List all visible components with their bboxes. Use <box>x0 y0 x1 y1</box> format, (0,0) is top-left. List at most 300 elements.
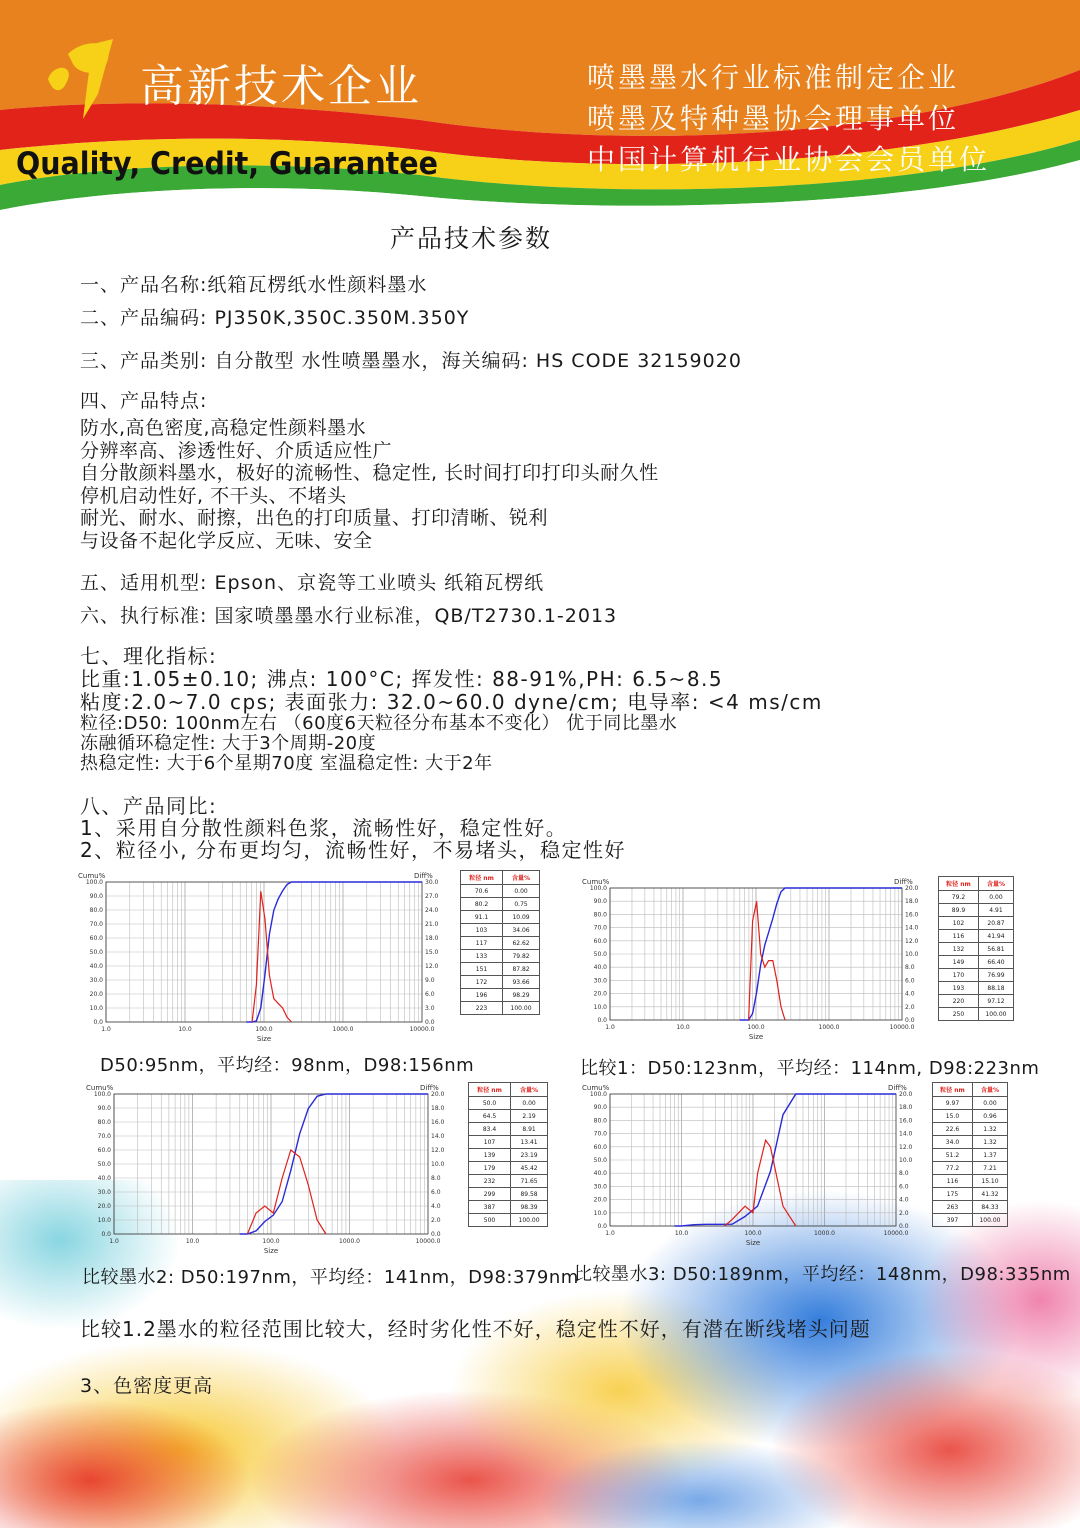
table-row <box>461 976 540 989</box>
table-cell: 1.37 <box>972 1149 1007 1162</box>
table-row <box>939 1008 1014 1021</box>
y-tick-label: 30.0 <box>97 1189 111 1196</box>
table-header-row <box>939 877 1014 891</box>
table-cell: 220 <box>939 995 979 1008</box>
table-cell: 102 <box>939 917 979 930</box>
y-tick-label: 50.0 <box>593 951 607 958</box>
table-row <box>469 1136 548 1149</box>
compare-line: 2、粒径小, 分布更均匀，流畅性好，不易堵头，稳定性好 <box>80 838 626 862</box>
y2-axis-label: Diff% <box>894 878 913 886</box>
particle-size-chart-2 <box>578 874 934 1046</box>
table-cell: 70.6 <box>461 885 503 898</box>
y2-tick-label: 12.0 <box>431 1147 445 1154</box>
physchem-line: 比重:1.05±0.10; 沸点: 100°C; 挥发性: 88-91%,PH: 6.5~8.5 <box>80 667 724 691</box>
y-tick-label: 80.0 <box>593 1117 607 1125</box>
physchem-title: 七、理化指标: <box>80 644 218 668</box>
y-axis-label: Cumu% <box>86 1084 114 1092</box>
y2-tick-label: 24.0 <box>425 907 439 914</box>
y2-tick-label: 27.0 <box>425 893 439 900</box>
particle-size-chart-1 <box>74 868 454 1048</box>
x-tick-label: 1.0 <box>605 1024 615 1031</box>
table-cell: 193 <box>939 982 979 995</box>
x-tick-label: 100.0 <box>255 1026 273 1033</box>
table-cell: 4.91 <box>978 904 1013 917</box>
table-cell: 87.82 <box>503 963 540 976</box>
feature-line: 与设备不起化学反应、无味、安全 <box>80 529 373 552</box>
chart-svg <box>74 868 454 1048</box>
y2-axis-label: Diff% <box>420 1084 439 1092</box>
table-cell: 83.4 <box>469 1123 511 1136</box>
table-cell: 0.00 <box>972 1097 1007 1110</box>
table-header-cell: 粒径 nm <box>469 1083 511 1097</box>
physchem-line: 粘度:2.0~7.0 cps; 表面张力: 32.0~60.0 dyne/cm; 电导率: <4 ms/cm <box>80 690 823 714</box>
table-row <box>461 950 540 963</box>
table-row <box>461 989 540 1002</box>
y2-axis-label: Diff% <box>888 1084 907 1092</box>
header-right-line-1: 喷墨墨水行业标准制定企业 <box>587 61 960 94</box>
table-row <box>933 1201 1008 1214</box>
header-right-line-2: 喷墨及特种墨协会理事单位 <box>587 102 960 135</box>
company-type: 高新技术企业 <box>140 61 422 112</box>
table-cell: 232 <box>469 1175 511 1188</box>
x-tick-label: 1000.0 <box>332 1026 354 1033</box>
feature-line: 分辨率高、渗透性好、介质适应性广 <box>80 439 393 462</box>
y-tick-label: 60.0 <box>593 937 607 945</box>
size-table <box>932 1082 1008 1227</box>
y-tick-label: 40.0 <box>593 1170 607 1178</box>
table-row <box>933 1097 1008 1110</box>
conclusion: 比较1.2墨水的粒径范围比较大，经时劣化性不好，稳定性不好，有潜在断线堵头问题 <box>80 1317 871 1341</box>
y2-tick-label: 0.0 <box>431 1231 441 1238</box>
size-table <box>938 876 1014 1021</box>
table-row <box>933 1110 1008 1123</box>
table-cell: 132 <box>939 943 979 956</box>
chart-caption-2: 比较1：D50:123nm，平均经：114nm, D98:223nm <box>580 1058 1040 1079</box>
chart-caption-3: 比较墨水2: D50:197nm，平均经：141nm，D98:379nm <box>82 1267 579 1288</box>
table-header-cell: 含量% <box>503 871 540 885</box>
y-tick-label: 20.0 <box>89 991 103 998</box>
physchem-line: 冻融循环稳定性: 大于3个周期-20度 <box>80 733 377 754</box>
table-cell: 89.9 <box>939 904 979 917</box>
table-cell: 79.82 <box>503 950 540 963</box>
y2-tick-label: 6.0 <box>425 991 435 998</box>
y-tick-label: 90.0 <box>593 1104 607 1112</box>
table-cell: 22.6 <box>933 1123 973 1136</box>
table-cell: 45.42 <box>511 1162 548 1175</box>
table-cell: 172 <box>461 976 503 989</box>
x-tick-label: 100.0 <box>747 1024 765 1031</box>
y2-tick-label: 16.0 <box>905 911 919 919</box>
table-cell: 34.06 <box>503 924 540 937</box>
y2-tick-label: 18.0 <box>905 898 919 906</box>
table-cell: 387 <box>469 1201 511 1214</box>
y2-tick-label: 20.0 <box>431 1091 445 1098</box>
compare-title: 八、产品同比: <box>80 794 218 818</box>
y2-tick-label: 8.0 <box>905 964 915 972</box>
table-row <box>461 963 540 976</box>
x-tick-label: 10000.0 <box>415 1238 441 1245</box>
y-tick-label: 60.0 <box>89 935 103 942</box>
feature-line: 防水,高色密度,高稳定性颜料墨水 <box>80 417 367 439</box>
table-cell: 56.81 <box>978 943 1013 956</box>
feature-line: 耐光、耐水、耐擦，出色的打印质量、打印清晰、锐利 <box>80 507 549 529</box>
table-cell: 34.0 <box>933 1136 973 1149</box>
y2-tick-label: 14.0 <box>899 1130 913 1138</box>
table-cell: 107 <box>469 1136 511 1149</box>
y2-tick-label: 9.0 <box>425 977 435 984</box>
table-cell: 100.00 <box>972 1214 1007 1227</box>
y-tick-label: 70.0 <box>97 1133 111 1140</box>
y2-tick-label: 18.0 <box>899 1104 913 1112</box>
y2-tick-label: 4.0 <box>431 1203 441 1210</box>
table-row <box>939 904 1014 917</box>
y-tick-label: 30.0 <box>89 977 103 984</box>
y2-tick-label: 2.0 <box>905 1003 915 1011</box>
y-tick-label: 100.0 <box>589 1091 607 1098</box>
x-tick-label: 1.0 <box>101 1026 111 1033</box>
table-row <box>933 1136 1008 1149</box>
x-tick-label: 10.0 <box>178 1026 192 1033</box>
y2-tick-label: 21.0 <box>425 921 439 928</box>
y-tick-label: 0.0 <box>597 1223 607 1230</box>
y2-tick-label: 16.0 <box>899 1117 913 1125</box>
table-cell: 9.97 <box>933 1097 973 1110</box>
y-tick-label: 90.0 <box>89 893 103 900</box>
y2-tick-label: 14.0 <box>905 924 919 932</box>
table-cell: 223 <box>461 1002 503 1015</box>
slogan: Quality, Credit, Guarantee <box>16 146 438 182</box>
table-header-row <box>469 1083 548 1097</box>
table-cell: 299 <box>469 1188 511 1201</box>
table-row <box>939 943 1014 956</box>
table-header-cell: 含量% <box>978 877 1013 891</box>
table-cell: 116 <box>933 1175 973 1188</box>
table-cell: 89.58 <box>511 1188 548 1201</box>
y-tick-label: 10.0 <box>593 1209 607 1217</box>
y2-tick-label: 10.0 <box>905 951 919 958</box>
table-row <box>461 937 540 950</box>
y2-tick-label: 3.0 <box>425 1005 435 1012</box>
product-category: 三、产品类别: 自分散型 水性喷墨墨水，海关编码: HS CODE 32159020 <box>80 350 742 372</box>
y-tick-label: 100.0 <box>85 879 103 886</box>
y-tick-label: 80.0 <box>97 1119 111 1126</box>
particle-size-chart-3 <box>82 1080 460 1260</box>
y-tick-label: 30.0 <box>593 977 607 985</box>
physchem-line: 粒径:D50: 100nm左右 （60度6天粒径分布基本不变化） 优于同比墨水 <box>80 713 678 734</box>
table-row <box>469 1123 548 1136</box>
table-cell: 88.18 <box>978 982 1013 995</box>
y-tick-label: 60.0 <box>97 1147 111 1154</box>
table-row <box>939 995 1014 1008</box>
table-row <box>939 930 1014 943</box>
table-cell: 0.00 <box>978 891 1013 904</box>
x-tick-label: 10.0 <box>185 1238 200 1245</box>
y-tick-label: 80.0 <box>89 907 103 914</box>
table-cell: 97.12 <box>978 995 1013 1008</box>
x-axis-label: Size <box>263 1247 279 1255</box>
table-cell: 117 <box>461 937 503 950</box>
chart-svg <box>578 874 934 1046</box>
y2-tick-label: 20.0 <box>905 885 919 892</box>
x-tick-label: 10000.0 <box>409 1026 435 1033</box>
table-cell: 91.1 <box>461 911 503 924</box>
x-tick-label: 10.0 <box>676 1024 690 1031</box>
size-table-1 <box>460 870 540 1015</box>
y2-tick-label: 4.0 <box>905 990 915 998</box>
table-row <box>933 1214 1008 1227</box>
chart-svg <box>82 1080 460 1260</box>
table-row <box>461 885 540 898</box>
table-cell: 93.66 <box>503 976 540 989</box>
table-row <box>461 911 540 924</box>
size-table-4 <box>932 1082 1008 1227</box>
y-tick-label: 30.0 <box>593 1183 607 1191</box>
y-tick-label: 10.0 <box>89 1005 103 1012</box>
table-cell: 2.19 <box>511 1110 548 1123</box>
y-tick-label: 20.0 <box>97 1203 111 1210</box>
table-header-cell: 含量% <box>972 1083 1007 1097</box>
table-cell: 100.00 <box>511 1214 548 1227</box>
y2-tick-label: 0.0 <box>899 1223 909 1230</box>
chart-caption-1: D50:95nm，平均经：98nm，D98:156nm <box>100 1055 475 1076</box>
table-cell: 23.19 <box>511 1149 548 1162</box>
table-cell: 71.65 <box>511 1175 548 1188</box>
table-header-row <box>933 1083 1008 1097</box>
y-tick-label: 50.0 <box>89 949 103 956</box>
table-row <box>933 1149 1008 1162</box>
table-row <box>469 1175 548 1188</box>
table-row <box>939 982 1014 995</box>
table-cell: 84.33 <box>972 1201 1007 1214</box>
y2-tick-label: 10.0 <box>899 1157 913 1164</box>
features-title: 四、产品特点: <box>80 390 208 412</box>
header-right-line-3: 中国计算机行业协会会员单位 <box>587 143 991 176</box>
table-cell: 250 <box>939 1008 979 1021</box>
y2-tick-label: 15.0 <box>425 949 439 956</box>
table-header-cell: 粒径 nm <box>461 871 503 885</box>
y2-tick-label: 6.0 <box>899 1183 909 1191</box>
table-header-cell: 粒径 nm <box>939 877 979 891</box>
table-cell: 41.32 <box>972 1188 1007 1201</box>
company-logo <box>38 34 138 124</box>
differential-series-line <box>252 891 291 1022</box>
features-list <box>80 417 659 552</box>
y2-tick-label: 2.0 <box>431 1217 441 1224</box>
size-table <box>460 870 540 1015</box>
y2-tick-label: 14.0 <box>431 1133 445 1140</box>
page-title: 产品技术参数 <box>390 224 553 253</box>
table-cell: 77.2 <box>933 1162 973 1175</box>
y-axis-label: Cumu% <box>78 872 106 880</box>
chart-caption-4: 比较墨水3: D50:189nm，平均经：148nm，D98:335nm <box>574 1264 1071 1285</box>
table-cell: 66.40 <box>978 956 1013 969</box>
x-tick-label: 10.0 <box>674 1230 689 1237</box>
table-cell: 1.32 <box>972 1123 1007 1136</box>
table-row <box>939 969 1014 982</box>
x-tick-label: 10000.0 <box>889 1024 915 1031</box>
table-cell: 20.87 <box>978 917 1013 930</box>
table-cell: 76.99 <box>978 969 1013 982</box>
table-row <box>933 1175 1008 1188</box>
table-row <box>469 1149 548 1162</box>
y2-tick-label: 0.0 <box>905 1017 915 1024</box>
table-cell: 15.10 <box>972 1175 1007 1188</box>
y-tick-label: 60.0 <box>593 1143 607 1151</box>
y-tick-label: 50.0 <box>97 1161 111 1168</box>
table-cell: 0.00 <box>511 1097 548 1110</box>
y2-tick-label: 20.0 <box>899 1091 913 1098</box>
y-tick-label: 90.0 <box>593 898 607 906</box>
table-cell: 175 <box>933 1188 973 1201</box>
table-cell: 80.2 <box>461 898 503 911</box>
y-tick-label: 40.0 <box>593 964 607 972</box>
y2-tick-label: 6.0 <box>905 977 915 985</box>
table-cell: 15.0 <box>933 1110 973 1123</box>
table-cell: 51.2 <box>933 1149 973 1162</box>
y-tick-label: 20.0 <box>593 1196 607 1204</box>
y2-axis-label: Diff% <box>414 872 433 880</box>
table-row <box>469 1188 548 1201</box>
y2-tick-label: 10.0 <box>431 1161 445 1168</box>
table-row <box>469 1110 548 1123</box>
table-cell: 10.09 <box>503 911 540 924</box>
table-row <box>933 1162 1008 1175</box>
table-cell: 263 <box>933 1201 973 1214</box>
y2-tick-label: 30.0 <box>425 879 439 886</box>
x-tick-label: 100.0 <box>262 1238 280 1245</box>
point-3: 3、色密度更高 <box>80 1375 214 1397</box>
table-header-cell: 含量% <box>511 1083 548 1097</box>
table-cell: 500 <box>469 1214 511 1227</box>
applicable-machines: 五、适用机型: Epson、京瓷等工业喷头 纸箱瓦楞纸 <box>80 572 545 594</box>
y2-tick-label: 6.0 <box>431 1189 441 1196</box>
particle-size-chart-4 <box>578 1080 928 1252</box>
standard: 六、执行标准: 国家喷墨墨水行业标准，QB/T2730.1-2013 <box>80 605 618 627</box>
product-code: 二、产品编码: PJ350K,350C.350M.350Y <box>80 307 470 329</box>
table-row <box>469 1201 548 1214</box>
x-tick-label: 1000.0 <box>814 1230 835 1237</box>
y2-tick-label: 8.0 <box>899 1170 909 1178</box>
x-tick-label: 10000.0 <box>883 1230 909 1237</box>
table-row <box>461 924 540 937</box>
table-row <box>933 1188 1008 1201</box>
y-tick-label: 70.0 <box>593 1130 607 1138</box>
table-row <box>469 1214 548 1227</box>
table-cell: 8.91 <box>511 1123 548 1136</box>
y2-tick-label: 12.0 <box>899 1143 913 1151</box>
table-cell: 116 <box>939 930 979 943</box>
product-name: 一、产品名称:纸箱瓦楞纸水性颜料墨水 <box>80 274 428 296</box>
table-cell: 179 <box>469 1162 511 1175</box>
y-tick-label: 0.0 <box>93 1019 103 1026</box>
table-cell: 0.75 <box>503 898 540 911</box>
x-axis-label: Size <box>745 1239 761 1247</box>
table-row <box>939 956 1014 969</box>
table-cell: 139 <box>469 1149 511 1162</box>
y-tick-label: 10.0 <box>97 1217 111 1224</box>
table-cell: 13.41 <box>511 1136 548 1149</box>
x-tick-label: 1000.0 <box>818 1024 840 1031</box>
y2-tick-label: 12.0 <box>905 937 919 945</box>
table-row <box>933 1123 1008 1136</box>
table-cell: 133 <box>461 950 503 963</box>
y-tick-label: 0.0 <box>597 1017 607 1024</box>
y-tick-label: 40.0 <box>97 1175 111 1182</box>
table-header-row <box>461 871 540 885</box>
table-cell: 151 <box>461 963 503 976</box>
table-cell: 62.62 <box>503 937 540 950</box>
table-cell: 79.2 <box>939 891 979 904</box>
x-tick-label: 1.0 <box>109 1238 119 1245</box>
table-cell: 41.94 <box>978 930 1013 943</box>
y-tick-label: 80.0 <box>593 911 607 919</box>
size-table-3 <box>468 1082 548 1227</box>
y-tick-label: 20.0 <box>593 990 607 998</box>
feature-line: 停机启动性好, 不干头、不堵头 <box>80 484 347 507</box>
table-row <box>461 898 540 911</box>
table-cell: 64.5 <box>469 1110 511 1123</box>
y2-tick-label: 16.0 <box>431 1119 445 1126</box>
y-tick-label: 0.0 <box>101 1231 111 1238</box>
table-cell: 103 <box>461 924 503 937</box>
x-axis-label: Size <box>748 1033 764 1041</box>
physchem-line: 热稳定性: 大于6个星期70度 室温稳定性: 大于2年 <box>80 753 493 774</box>
table-cell: 50.0 <box>469 1097 511 1110</box>
compare-line: 1、采用自分散性颜料色浆，流畅性好，稳定性好。 <box>80 816 568 840</box>
y2-tick-label: 18.0 <box>431 1105 445 1112</box>
y-tick-label: 70.0 <box>593 924 607 932</box>
table-cell: 397 <box>933 1214 973 1227</box>
table-row <box>461 1002 540 1015</box>
table-cell: 0.00 <box>503 885 540 898</box>
table-cell: 100.00 <box>503 1002 540 1015</box>
table-cell: 100.00 <box>978 1008 1013 1021</box>
x-axis-label: Size <box>256 1035 272 1043</box>
table-header-cell: 粒径 nm <box>933 1083 973 1097</box>
x-tick-label: 1000.0 <box>339 1238 360 1245</box>
differential-series-line <box>725 1140 796 1226</box>
table-row <box>469 1097 548 1110</box>
table-row <box>469 1162 548 1175</box>
y2-tick-label: 4.0 <box>899 1196 909 1204</box>
table-cell: 170 <box>939 969 979 982</box>
size-table-2 <box>938 876 1014 1021</box>
table-cell: 0.96 <box>972 1110 1007 1123</box>
chart-svg <box>578 1080 928 1252</box>
table-cell: 7.21 <box>972 1162 1007 1175</box>
physchem-list <box>80 668 823 774</box>
y-tick-label: 70.0 <box>89 921 103 928</box>
y-tick-label: 100.0 <box>93 1091 111 1098</box>
size-table <box>468 1082 548 1227</box>
y-tick-label: 90.0 <box>97 1105 111 1112</box>
y-axis-label: Cumu% <box>582 878 610 886</box>
y2-tick-label: 8.0 <box>431 1175 441 1182</box>
y2-tick-label: 2.0 <box>899 1209 909 1217</box>
y2-tick-label: 18.0 <box>425 935 439 942</box>
y2-tick-label: 0.0 <box>425 1019 435 1026</box>
table-cell: 98.39 <box>511 1201 548 1214</box>
feature-line: 自分散颜料墨水，极好的流畅性、稳定性, 长时间打印打印头耐久性 <box>80 462 659 484</box>
table-cell: 1.32 <box>972 1136 1007 1149</box>
y-tick-label: 100.0 <box>589 885 607 892</box>
table-row <box>939 917 1014 930</box>
table-cell: 98.29 <box>503 989 540 1002</box>
y2-tick-label: 12.0 <box>425 963 439 970</box>
x-tick-label: 100.0 <box>744 1230 762 1237</box>
table-cell: 196 <box>461 989 503 1002</box>
y-axis-label: Cumu% <box>582 1084 610 1092</box>
